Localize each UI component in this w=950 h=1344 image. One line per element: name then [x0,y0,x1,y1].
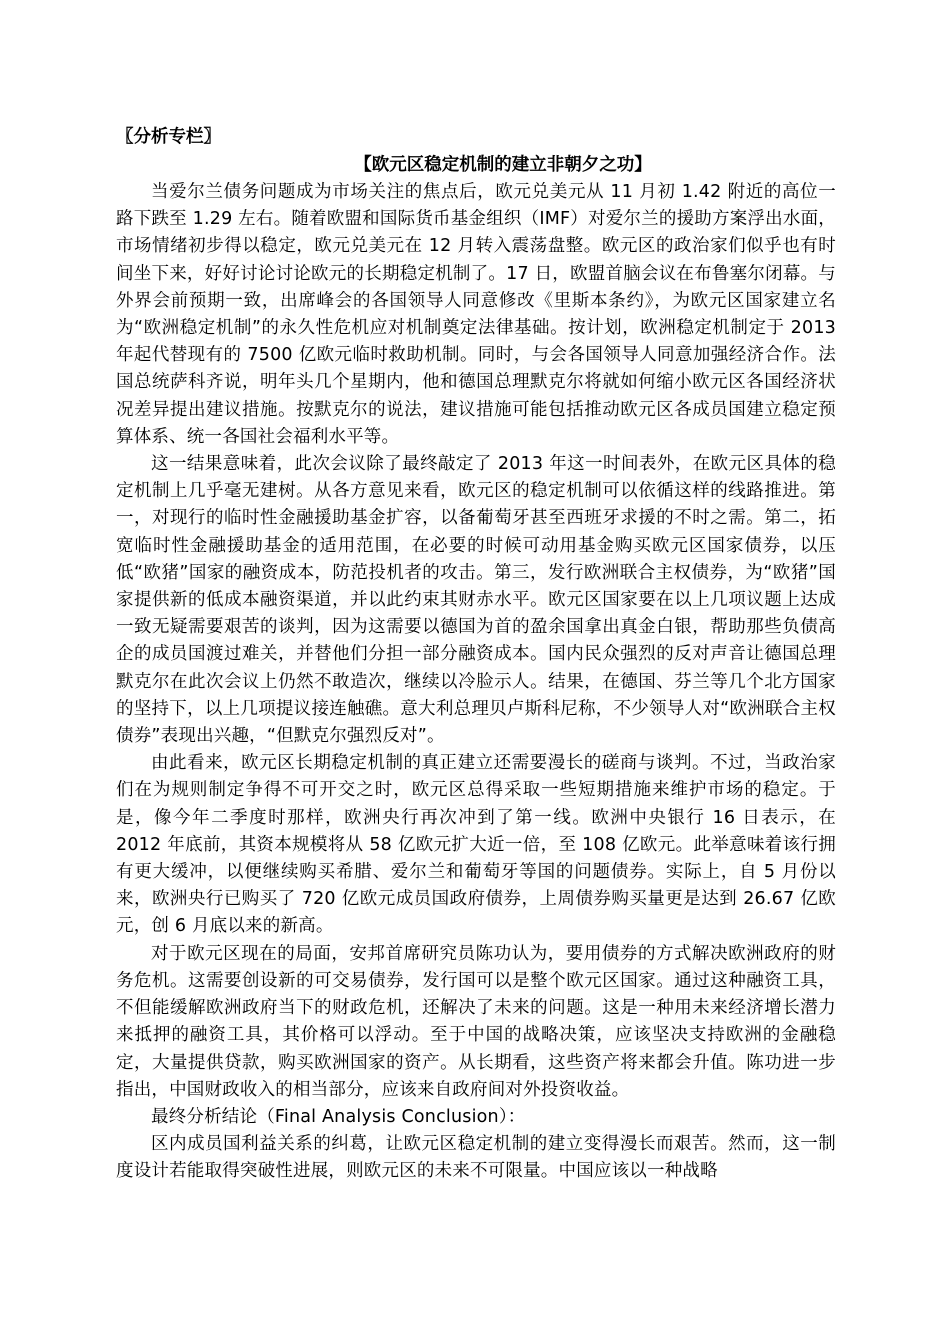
article-title: 【欧元区稳定机制的建立非朝夕之功】 [354,155,652,175]
document-page [116,124,836,1186]
paragraph-expert-view: 对于欧元区现在的局面，安邦首席研究员陈功认为，要用债券的方式解决欧洲政府的财务危机。这需要创设新的可交易债券，发行国可以是整个欧元区国家。通过这种融资工具，不但能缓解欧洲政府当下的财政危机，还解决了未来的问题。这是一种用未来经济增长潜力来抵押的融资工具，其价格可以浮动。至于中国的战略决策，应该坚决支持欧洲的金融稳定，大量提供贷款，购买欧洲国家的资产。从长期看，这些资产将来都会升值。陈功进一步指出，中国财政收入的相当部分，应该来自政府间对外投资收益。 [116,943,836,1100]
paragraph-intro: 当爱尔兰债务问题成为市场关注的焦点后，欧元兑美元从 11 月初 1.42 附近的高位一路下跌至 1.29 左右。随着欧盟和国际货币基金组织（IMF）对爱尔兰的援助方案浮出水面，市场情绪初步得以稳定，欧元兑美元在 12 月转入震荡盘整。欧元区的政治家们似乎也有时间坐下来，好好讨论讨论欧元的长期稳定机制了。17 日，欧盟首脑会议在布鲁塞尔闭幕。与外界会前预期一致，出席峰会的各国领导人同意修改《里斯本条约》，为欧元区国家建立名为“欧洲稳定机制”的永久性危机应对机制奠定法律基础。按计划，欧洲稳定机制定于 2013 年起代替现有的 7500 亿欧元临时救助机制。同时，与会各国领导人同意加强经济合作。法国总统萨科齐说，明年头几个星期内，他和德国总理默克尔将就如何缩小欧元区各国经济状况差异提出建议措施。按默克尔的说法，建议措施可能包括推动欧元区各成员国建立稳定预算体系、统一各国社会福利水平等。 [116,182,836,447]
paragraph-ecb-action: 由此看来，欧元区长期稳定机制的真正建立还需要漫长的磋商与谈判。不过，当政治家们在为规则制定争得不可开交之时，欧元区总得采取一些短期措施来维护市场的稳定。于是，像今年二季度时那样，欧洲央行再次冲到了第一线。欧洲中央银行 16 日表示，在 2012 年底前，其资本规模将从 58 亿欧元扩大近一倍，至 108 亿欧元。此举意味着该行拥有更大缓冲，以便继续购买希腊、爱尔兰和葡萄牙等国的问题债券。实际上，自 5 月份以来，欧洲央行已购买了 720 亿欧元成员国政府债券，上周债券购买量更是达到 26.67 亿欧元，创 6 月底以来的新高。 [116,753,837,937]
paragraph-meeting-outcome: 这一结果意味着，此次会议除了最终敲定了 2013 年这一时间表外，在欧元区具体的稳定机制上几乎毫无建树。从各方意见来看，欧元区的稳定机制可以依循这样的线路推进。第一，对现行的临时性金融援助基金扩容，以备葡萄牙甚至西班牙求援的不时之需。第二，拓宽临时性金融援助基金的适用范围，在必要的时候可动用基金购买欧元区国家债券，以压低“欧猪”国家的融资成本，防范投机者的攻击。第三，发行欧洲联合主权债券，为“欧猪”国家提供新的低成本融资渠道，并以此约束其财赤水平。欧元区国家要在以上几项议题上达成一致无疑需要艰苦的谈判，因为这需要以德国为首的盈余国拿出真金白银，帮助那些负债高企的成员国渡过难关，并替他们分担一部分融资成本。国内民众强烈的反对声音让德国总理默克尔在此次会议上仍然不敢造次，继续以冷脸示人。结果，在德国、芬兰等几个北方国家的坚持下，以上几项提议接连触礁。意大利总理贝卢斯科尼称，不少领导人对“欧洲联合主权债券”表现出兴趣，“但默克尔强烈反对”。 [116,454,836,747]
conclusion-heading: 最终分析结论（Final Analysis Conclusion）： [151,1106,526,1127]
paragraph-conclusion: 区内成员国利益关系的纠葛，让欧元区稳定机制的建立变得漫长而艰苦。然而，这一制度设计若能取得突破性进展，则欧元区的未来不可限量。中国应该以一种战略 [116,1134,836,1182]
section-label: 〖分析专栏〗 [116,127,221,147]
